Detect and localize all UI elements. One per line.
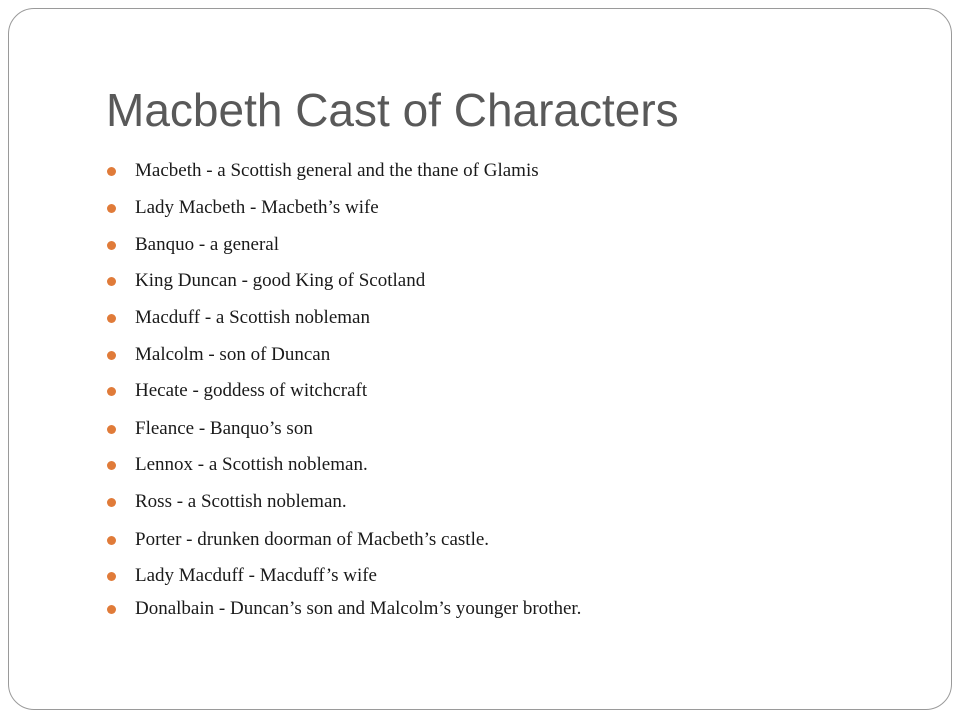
list-item-text: Ross - a Scottish nobleman. — [135, 491, 347, 512]
bullet-icon — [107, 277, 116, 286]
list-item-text: Lennox - a Scottish nobleman. — [135, 454, 368, 475]
bullet-icon — [107, 387, 116, 396]
list-item-text: Macduff - a Scottish nobleman — [135, 307, 370, 328]
list-item-text: Hecate - goddess of witchcraft — [135, 380, 368, 401]
list-item-text: Donalbain - Duncan’s son and Malcolm’s younger brother. — [135, 598, 582, 619]
bullet-icon — [107, 605, 116, 614]
bullet-icon — [107, 351, 116, 360]
bullet-icon — [107, 425, 116, 434]
bullet-icon — [107, 204, 116, 213]
bullet-icon — [107, 572, 116, 581]
list-item-text: Banquo - a general — [135, 234, 280, 255]
list-item-text: Fleance - Banquo’s son — [135, 418, 313, 439]
bullet-icon — [107, 498, 116, 507]
list-item-text: Porter - drunken doorman of Macbeth’s castle. — [135, 529, 490, 550]
bullet-icon — [107, 241, 116, 250]
bullet-icon — [107, 536, 116, 545]
list-item-text: Malcolm - son of Duncan — [135, 344, 331, 365]
list-item-text: Macbeth - a Scottish general and the thane of Glamis — [135, 160, 539, 181]
bullet-icon — [107, 314, 116, 323]
list-item-text: Lady Macbeth - Macbeth’s wife — [135, 197, 379, 218]
bullet-icon — [107, 167, 116, 176]
list-item-text: King Duncan - good King of Scotland — [135, 270, 426, 291]
list-item-text: Lady Macduff - Macduff’s wife — [135, 565, 377, 586]
slide-title: Macbeth Cast of Characters — [106, 84, 679, 136]
bullet-icon — [107, 461, 116, 470]
